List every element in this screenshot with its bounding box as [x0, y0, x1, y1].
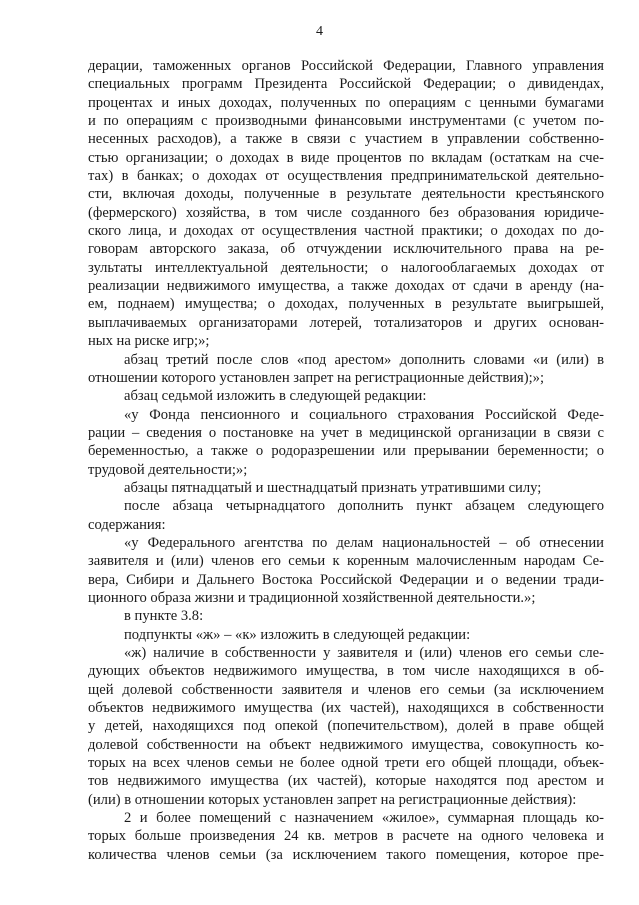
text-line: беременностью, а также о родоразрешении или прерывании беременности; о — [88, 443, 604, 460]
text-line: абзац седьмой изложить в следующей редакции: — [124, 388, 427, 405]
text-line: сти, включая доходы, полученные в результате деятельности крестьянского — [88, 186, 604, 203]
text-line: выплачиваемых организаторами лотерей, тотализаторов и других основан- — [88, 314, 604, 331]
text-line: «у Фонда пенсионного и социального страхования Российской Феде- — [124, 406, 604, 423]
text-line: дующих объектов недвижимого имущества, в том числе находящихся в об- — [88, 663, 604, 680]
text-line: (или) в отношении которых установлен запрет на регистрационные действия): — [88, 791, 577, 808]
text-line: (фермерского) хозяйства, в том числе созданного без образования юридиче- — [88, 204, 604, 221]
text-line: стью организации; о доходах в виде процентов по вкладам (остаткам на сче- — [88, 149, 604, 166]
text-line: вера, Сибири и Дальнего Востока Российской Федерации и о ведении тради- — [88, 571, 604, 588]
page-number: 4 — [316, 24, 323, 39]
text-line: отношении которого установлен запрет на регистрационные действия);»; — [88, 369, 544, 386]
document-body — [88, 57, 604, 864]
text-line: ных на риске игр;»; — [88, 333, 210, 350]
text-line: зультаты интеллектуальной деятельности; о налогооблагаемых доходах от — [88, 259, 604, 276]
text-line: щей долевой собственности заявителя и членов его семьи (за исключением — [88, 681, 604, 698]
text-line: специальных программ Президента Российской Федерации; о дивидендах, — [88, 76, 604, 93]
text-line: абзац третий после слов «под арестом» дополнить словами «и (или) в — [124, 351, 604, 368]
text-line: в пункте 3.8: — [124, 608, 204, 625]
text-line: несенных расходов), а также в связи с участием в управлении собственно- — [88, 131, 604, 148]
text-line: абзацы пятнадцатый и шестнадцатый признать утратившими силу; — [124, 479, 542, 496]
text-line: содержания: — [88, 516, 166, 533]
text-line: говорам авторского заказа, об отчуждении исключительного права на ре- — [88, 241, 604, 258]
text-line: долевой собственности на объект недвижимого имущества, совокупность ко- — [88, 736, 604, 753]
text-line: «ж) наличие в собственности у заявителя и (или) членов его семьи сле- — [124, 645, 604, 661]
text-line: тах) в банках; о доходах от осуществления предпринимательской деятельно- — [88, 168, 604, 185]
text-line: после абзаца четырнадцатого дополнить пункт абзацем следующего — [124, 498, 604, 515]
text-line: ем, поднаем) имущества; о доходах, полученных в результате выигрышей, — [88, 296, 604, 313]
text-line: 2 и более помещений с назначением «жилое», суммарная площадь ко- — [124, 810, 604, 827]
text-line: трудовой деятельности;»; — [88, 461, 248, 478]
text-line: подпункты «ж» – «к» изложить в следующей редакции: — [124, 626, 471, 643]
text-line: ционного образа жизни и традиционной хозяйственной деятельности.»; — [88, 589, 536, 606]
text-line: ского лица, и доходах от осуществления частной практики; о доходах по до- — [88, 223, 604, 240]
text-line: дерации, таможенных органов Российской Федерации, Главного управления — [88, 58, 604, 74]
text-line: «у Федерального агентства по делам национальностей – об отнесении — [124, 534, 604, 551]
text-line: у детей, находящихся под опекой (попечительством), долей в праве общей — [88, 718, 604, 735]
text-line: объектов недвижимого имущества (их частей), находящихся в собственности — [88, 700, 604, 717]
text-line: процентах и иных доходах, полученных по операциям с ценными бумагами — [88, 94, 604, 111]
text-line: заявителя и (или) членов его семьи к коренным малочисленным народам Се- — [88, 553, 604, 570]
text-line: реализации недвижимого имущества, а также доходах от сдачи в аренду (на- — [88, 278, 604, 295]
text-line: торых больше произведения 24 кв. метров в расчете на одного человека и — [88, 828, 604, 845]
text-line: тов недвижимого имущества (их частей), которые находятся под арестом и — [88, 773, 604, 790]
text-line: торых на всех членов семьи не более одной трети его общей площади, объек- — [88, 755, 604, 772]
text-line: количества членов семьи (за исключением такого помещения, которое пре- — [88, 846, 604, 863]
text-line: и по операциям с производными финансовыми инструментами (с учетом по- — [88, 113, 604, 130]
text-line: рации – сведения о постановке на учет в медицинской организации в связи с — [88, 424, 604, 441]
